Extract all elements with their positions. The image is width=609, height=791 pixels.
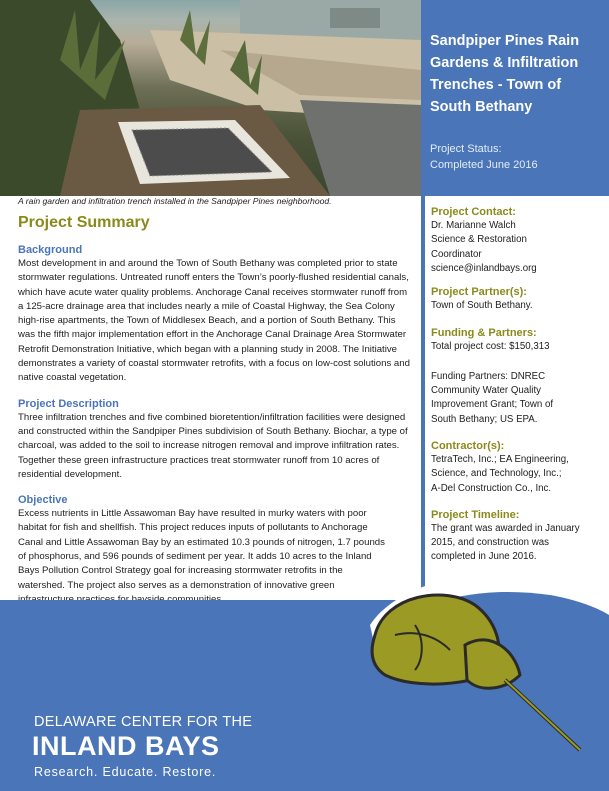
rain-garden-photo bbox=[0, 0, 421, 196]
timeline-heading: Project Timeline: bbox=[431, 508, 520, 521]
contact-block bbox=[431, 219, 599, 276]
contact-email[interactable]: science@inlandbays.org bbox=[431, 262, 537, 274]
timeline-value: The grant was awarded in January 2015, and construction was completed in June 2016. bbox=[431, 522, 580, 563]
contact-name: Dr. Marianne Walch bbox=[431, 220, 516, 231]
summary-title: Project Summary bbox=[18, 214, 150, 231]
horseshoe-crab-icon bbox=[355, 575, 585, 765]
photo-illustration bbox=[0, 0, 421, 196]
funding-total: Total project cost: $150,313 bbox=[431, 341, 550, 353]
partner-heading: Project Partner(s): bbox=[431, 286, 527, 299]
org-tagline: Research. Educate. Restore. bbox=[34, 765, 217, 779]
org-name-line2: INLAND BAYS bbox=[32, 731, 220, 761]
contact-heading: Project Contact: bbox=[431, 206, 516, 218]
column-divider bbox=[421, 196, 425, 616]
status-label: Project Status: bbox=[430, 143, 502, 155]
main-column bbox=[18, 214, 414, 618]
org-name-line1: DELAWARE CENTER FOR THE bbox=[34, 714, 253, 730]
description-body: Three infiltration trenches and five combined bioretention/infiltration facilities were designed and constructed within the Sandpiper Pines subdivision of South Bethany. Biochar, a type of charcoal, was added to the soil to increase nitrogen removal and improve infiltration rates. Together these green infrastructure practices treat stormwater runoff from 10 acres of residential development. bbox=[18, 411, 408, 480]
contractor-value: TetraTech, Inc.; EA Engineering, Science, and Technology, Inc.; A-Del Construction Co., Inc. bbox=[431, 453, 569, 494]
background-heading: Background bbox=[18, 244, 83, 256]
title-box bbox=[421, 0, 609, 196]
project-status bbox=[430, 141, 606, 173]
background-body: Most development in and around the Town of South Bethany was completed prior to state stormwater regulations. Untreated runoff enters the Town’s poorly-flushed residential canals, which have acute water quality problems. Anchorage Canal receives stormwater runoff from a 125-acre drainage area that includes nearly a mile of Coastal Highway, the Sea Colony high-rise apartments, the Town of Middlesex Beach, and a portion of South Bethany. This was the fifth major implementation effort in the Anchorage Canal Drainage Area Stormwater Retrofit Demonstration Initiative, which began with a planning study in 2008. The Initiative demonstrates a variety of coastal stormwater retrofits, with a focus on low-cost solutions and native coastal vegetation. bbox=[18, 258, 410, 384]
description-heading: Project Description bbox=[18, 397, 119, 410]
contractor-heading: Contractor(s): bbox=[431, 439, 505, 452]
partner-value: Town of South Bethany. bbox=[431, 300, 533, 312]
photo-caption: A rain garden and infiltration trench installed in the Sandpiper Pines neighborhood. bbox=[18, 196, 332, 206]
funding-heading: Funding & Partners: bbox=[431, 327, 537, 340]
sidebar bbox=[431, 205, 599, 575]
objective-body: Excess nutrients in Little Assawoman Bay have resulted in murky waters with poor habitat for fish and shellfish. This project reduces inputs of pollutants to Anchorage Canal and Little Assawoman Bay by an estimated 10.3 pounds of nitrogen, 1.7 pounds of phosphorus, and 596 pounds of sediment per year. It adds 10 acres to the Inland Bays Pollution Control Strategy goal for increasing stormwater retrofits in the watershed. The project also serves as a demonstration of innovative green bbox=[18, 508, 385, 591]
status-value: Completed June 2016 bbox=[430, 159, 538, 171]
contact-title: Science & Restoration Coordinator bbox=[431, 234, 527, 260]
funding-partners: Funding Partners: DNREC Community Water Quality Improvement Grant; Town of South Bethany; US EPA. bbox=[431, 370, 554, 425]
project-title: Sandpiper Pines Rain Gardens & Infiltration Trenches - Town of South Bethany bbox=[430, 33, 580, 115]
objective-heading: Objective bbox=[18, 494, 68, 507]
